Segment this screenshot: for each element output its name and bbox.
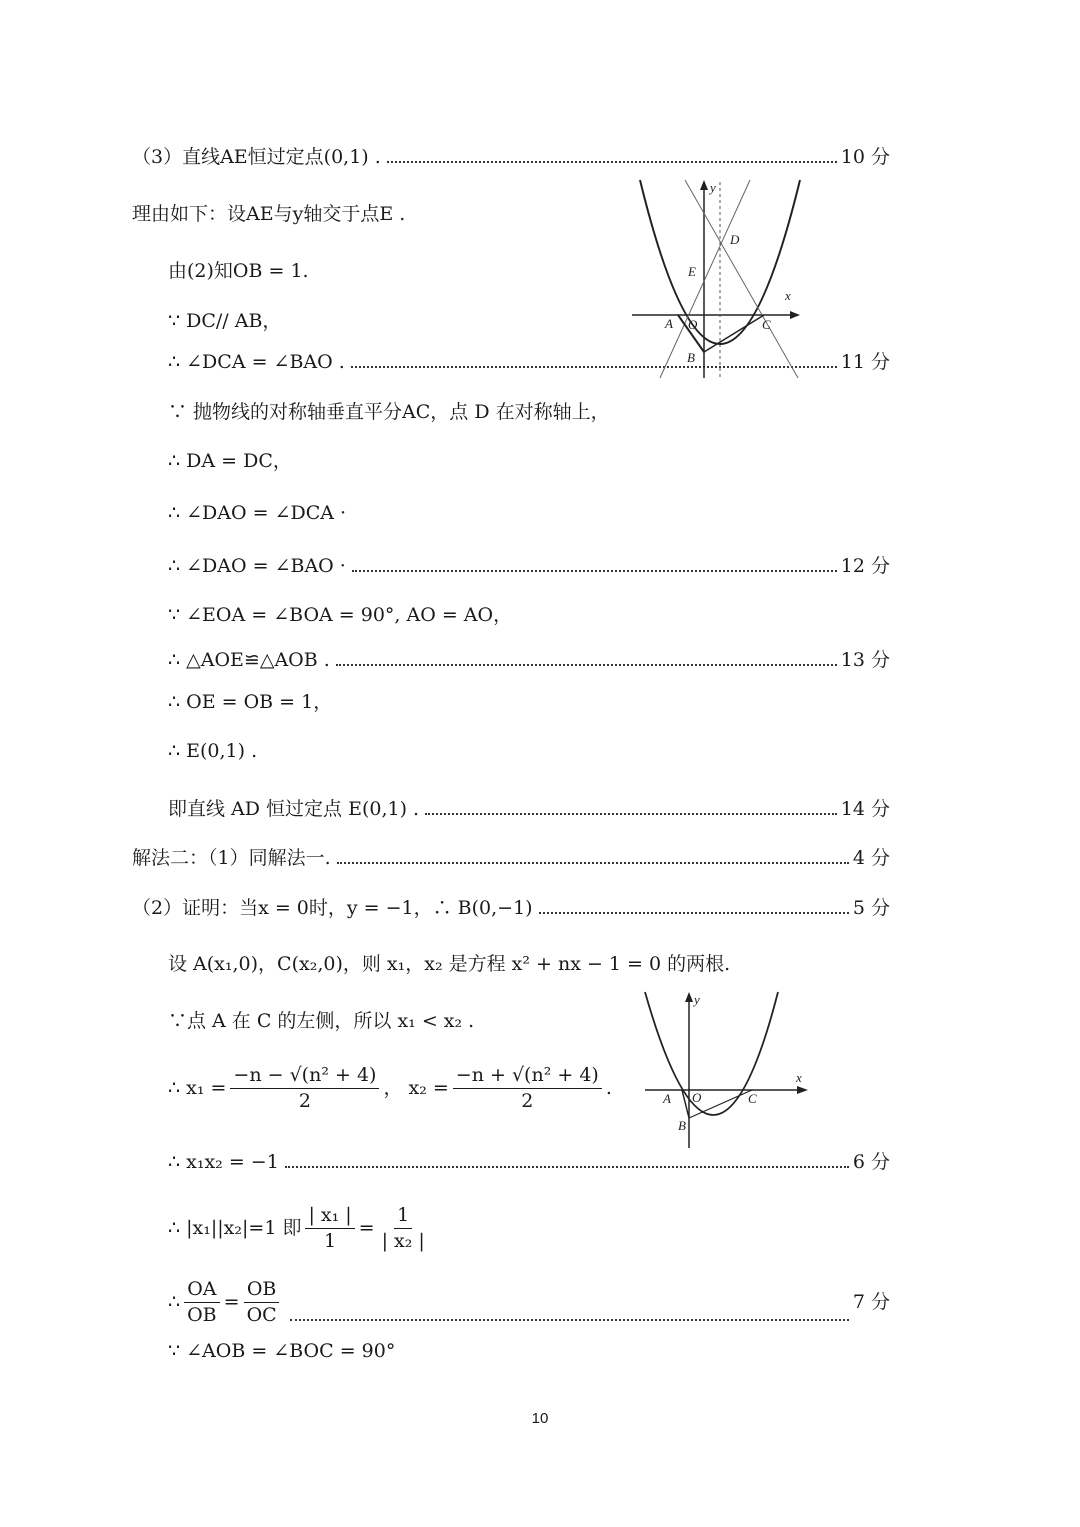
line-ob-equals-1 bbox=[168, 262, 309, 281]
line-method2-part1 bbox=[132, 849, 890, 868]
leader-dots bbox=[387, 157, 837, 163]
figure-parabola-2 bbox=[640, 990, 815, 1150]
line-da-dc bbox=[168, 452, 292, 471]
line-text: ∴ OE = OB = 1， bbox=[168, 691, 333, 713]
label-c: C bbox=[748, 1091, 757, 1106]
label-y: y bbox=[710, 180, 716, 195]
line-text: ∴ ∠DCA = ∠BAO . bbox=[168, 351, 345, 373]
line-text: 设 A(x₁,0)，C(x₂,0)，则 x₁，x₂ 是方程 x² + nx − 1 = 0 的两根. bbox=[168, 953, 731, 975]
formula-mid: = bbox=[223, 1291, 240, 1313]
leader-dots bbox=[285, 1162, 849, 1168]
numerator: −n − √(n² + 4) bbox=[230, 1066, 379, 1089]
line-text: ∴ △AOE≌△AOB . bbox=[168, 649, 330, 671]
line-text: ∴ E(0,1) . bbox=[168, 740, 258, 762]
line-right-angles bbox=[168, 606, 512, 625]
numerator: 1 bbox=[394, 1206, 412, 1229]
line-root-formula bbox=[168, 1066, 612, 1111]
y-axis-arrow bbox=[685, 992, 693, 1002]
x-axis-arrow bbox=[797, 1086, 808, 1094]
label-x: x bbox=[785, 288, 791, 303]
line-text: 解法二：（1）同解法一. bbox=[132, 847, 331, 869]
line-text: ∵ DC// AB， bbox=[168, 310, 282, 332]
fraction-oa-ob bbox=[184, 1280, 220, 1325]
line-oe-ob bbox=[168, 693, 332, 712]
line-reason bbox=[132, 205, 405, 224]
line-conclusion bbox=[168, 800, 890, 819]
leader-dots bbox=[336, 660, 837, 666]
line-text: ∴ ∠DAO = ∠BAO · bbox=[168, 555, 346, 577]
line-method2-part2 bbox=[132, 899, 890, 918]
score-label: 4 分 bbox=[852, 847, 890, 869]
score-label: 12 分 bbox=[840, 555, 890, 577]
leader-dots bbox=[425, 809, 837, 815]
fraction-right bbox=[379, 1206, 428, 1251]
numerator: OB bbox=[244, 1280, 280, 1303]
leader-dots bbox=[352, 566, 837, 572]
label-a: A bbox=[663, 1091, 671, 1106]
leader-dots bbox=[539, 908, 849, 914]
score-label: 13 分 bbox=[840, 649, 890, 671]
line-text: 由(2)知OB = 1. bbox=[168, 260, 309, 282]
denominator: 2 bbox=[298, 1090, 311, 1112]
numerator: −n + √(n² + 4) bbox=[453, 1066, 602, 1089]
fraction-x2 bbox=[453, 1066, 602, 1111]
line-text: ∵ 抛物线的对称轴垂直平分AC，点 D 在对称轴上， bbox=[168, 401, 610, 423]
line-congruent bbox=[168, 651, 890, 670]
score-label: 14 分 bbox=[840, 798, 890, 820]
denominator: 1 bbox=[324, 1230, 337, 1252]
y-axis-arrow bbox=[700, 180, 708, 190]
line-angle-dao-bao bbox=[168, 557, 890, 576]
line-abs-ratio bbox=[168, 1206, 432, 1251]
line-text: ∵ ∠EOA = ∠BOA = 90°, AO = AO， bbox=[168, 604, 513, 626]
numerator: | x₁ | bbox=[305, 1206, 354, 1229]
formula-prefix: ∴ x₁ = bbox=[168, 1077, 227, 1099]
formula-prefix: ∴ bbox=[168, 1291, 181, 1313]
label-a: A bbox=[665, 316, 673, 331]
line-text: ∵点 A 在 C 的左侧，所以 x₁ < x₂ . bbox=[168, 1010, 475, 1032]
denominator: OB bbox=[187, 1304, 217, 1326]
formula-mid: = bbox=[358, 1217, 375, 1239]
score-label: 5 分 bbox=[852, 897, 890, 919]
line-dc-parallel-ab bbox=[168, 312, 281, 331]
line-product bbox=[168, 1153, 890, 1172]
line-right-angles-2 bbox=[168, 1342, 395, 1361]
line-e-point bbox=[168, 742, 257, 761]
label-b: B bbox=[687, 350, 695, 365]
line-axis-bisects bbox=[168, 403, 610, 422]
label-o: O bbox=[688, 317, 698, 332]
numerator: OA bbox=[184, 1280, 219, 1303]
line-text: ∴ x₁x₂ = −1 bbox=[168, 1151, 279, 1173]
fraction-ob-oc bbox=[244, 1280, 280, 1325]
line-angle-dao-dca bbox=[168, 504, 346, 523]
line-roots bbox=[168, 955, 730, 974]
denominator: 2 bbox=[521, 1090, 534, 1112]
segment-bc bbox=[704, 315, 764, 352]
label-d: D bbox=[730, 232, 740, 247]
fraction-left bbox=[305, 1206, 354, 1251]
score-label: 6 分 bbox=[852, 1151, 890, 1173]
leader-dots bbox=[337, 858, 849, 864]
line-text: 即直线 AD 恒过定点 E(0,1) . bbox=[168, 798, 420, 820]
line-text: ∵ ∠AOB = ∠BOC = 90° bbox=[168, 1340, 396, 1362]
label-x: x bbox=[796, 1070, 802, 1085]
score-label: 11 分 bbox=[840, 351, 890, 373]
line-text: （3）直线AE恒过定点(0,1) . bbox=[132, 146, 381, 168]
label-y: y bbox=[694, 992, 700, 1007]
formula-suffix: . bbox=[605, 1077, 612, 1099]
label-b: B bbox=[678, 1118, 686, 1133]
line-part3-claim bbox=[132, 148, 890, 167]
label-e: E bbox=[688, 264, 696, 279]
leader-dots bbox=[290, 1315, 849, 1321]
fraction-x1 bbox=[230, 1066, 379, 1111]
page-number: 10 bbox=[531, 1410, 549, 1427]
formula-prefix: ∴ |x₁||x₂|=1 即 bbox=[168, 1217, 302, 1239]
denominator: OC bbox=[246, 1304, 277, 1326]
line-ad bbox=[660, 180, 750, 378]
label-c: C bbox=[762, 317, 771, 332]
x-axis-arrow bbox=[790, 311, 800, 319]
line-text: ∴ ∠DAO = ∠DCA · bbox=[168, 502, 347, 524]
score-label: 7 分 bbox=[852, 1291, 890, 1313]
label-o: O bbox=[692, 1090, 702, 1105]
line-a-left-of-c bbox=[168, 1012, 474, 1031]
line-text: 理由如下：设AE与y轴交于点E . bbox=[132, 203, 406, 225]
line-text: （2）证明：当x = 0时，y = −1，∴ B(0,−1) bbox=[132, 897, 533, 919]
score-label: 10 分 bbox=[840, 146, 890, 168]
figure-parabola-1 bbox=[630, 178, 810, 383]
line-text: ∴ DA = DC， bbox=[168, 450, 292, 472]
line-segment-ratio bbox=[168, 1280, 890, 1325]
denominator: | x₂ | bbox=[381, 1230, 425, 1252]
formula-mid: ， x₂ = bbox=[383, 1077, 449, 1099]
